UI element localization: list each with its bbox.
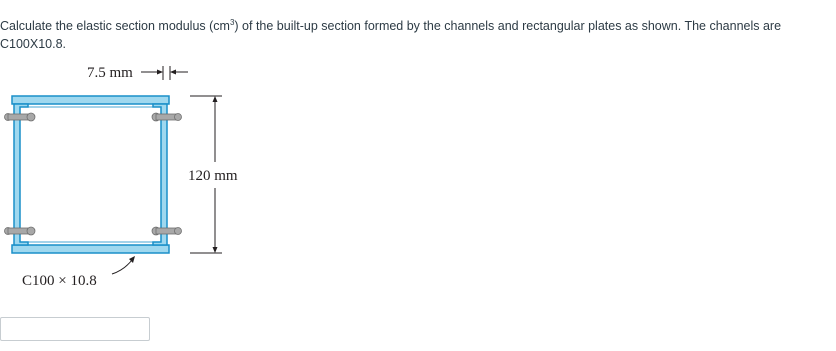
bolt-top-left bbox=[5, 113, 36, 121]
bottom-plate bbox=[12, 245, 169, 253]
channel-leader bbox=[112, 256, 135, 274]
answer-input[interactable] bbox=[0, 317, 150, 341]
left-channel bbox=[14, 104, 28, 245]
question-text: Calculate the elastic section modulus $(cm^3)$ of the built-up section formed by the channels and rectangular plates as shown. The channels are C100X10.8. bbox=[0, 17, 782, 51]
bolts bbox=[5, 113, 182, 235]
bolt-top-right bbox=[152, 113, 182, 121]
bolt-bottom-right bbox=[152, 227, 182, 235]
right-channel bbox=[153, 104, 167, 245]
built-up-section bbox=[12, 96, 169, 253]
top-plate bbox=[12, 96, 169, 104]
built-up-section-figure bbox=[0, 60, 260, 305]
bolt-bottom-left bbox=[5, 227, 36, 235]
section-inner-outline bbox=[20, 107, 161, 242]
channel-label: C100 × 10.8 bbox=[22, 273, 97, 289]
height-label: 120 mm bbox=[188, 168, 238, 184]
thickness-dimension bbox=[141, 66, 188, 80]
thickness-label: 7.5 mm bbox=[87, 65, 133, 81]
